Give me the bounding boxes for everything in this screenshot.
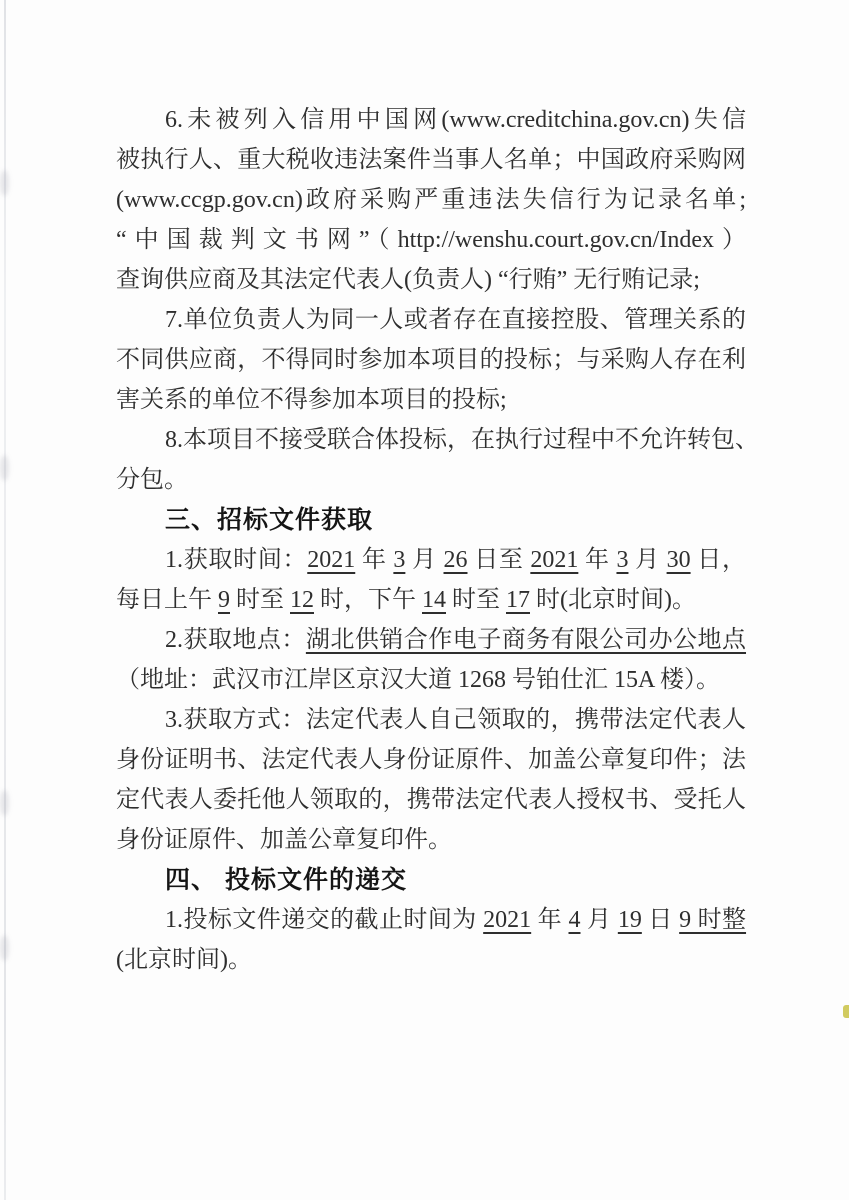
text-line bbox=[116, 380, 746, 420]
text-segment: 年 bbox=[578, 547, 617, 573]
text-segment: 查询供应商及其法定代表人(负责人) “行贿” 无行贿记录; bbox=[116, 267, 700, 293]
underlined-text: 26 bbox=[443, 547, 468, 573]
text-segment: 年 bbox=[355, 547, 394, 573]
text-segment: 2.获取地点： bbox=[165, 627, 306, 653]
scan-smudge bbox=[0, 790, 9, 816]
text-line bbox=[116, 740, 746, 780]
text-segment: 月 bbox=[405, 547, 444, 573]
text-segment: 被执行人、重大税收违法案件当事人名单；中国政府采购网 bbox=[116, 147, 746, 173]
scan-smudge bbox=[0, 455, 9, 481]
text-line bbox=[116, 540, 746, 580]
document-body bbox=[116, 100, 759, 980]
text-line bbox=[116, 900, 746, 940]
underlined-text: 19 bbox=[617, 907, 642, 933]
text-segment: 月 bbox=[580, 907, 618, 933]
text-segment: 三、招标文件获取 bbox=[165, 506, 374, 534]
text-segment: 日至 bbox=[467, 547, 531, 573]
underlined-text: 30 bbox=[666, 547, 691, 573]
scan-speck bbox=[843, 1005, 849, 1018]
text-segment: 定代表人委托他人领取的，携带法定代表人授权书、受托人 bbox=[116, 787, 746, 813]
text-segment: 日， bbox=[690, 547, 747, 573]
underlined-text: 12 bbox=[290, 587, 314, 613]
text-segment: “中国裁判文书网”（http://wenshu.court.gov.cn/Index） bbox=[116, 227, 746, 253]
text-segment: 时至 bbox=[446, 587, 506, 613]
text-line bbox=[116, 220, 746, 260]
text-segment: 分包。 bbox=[116, 467, 188, 493]
text-segment: 时至 bbox=[230, 587, 290, 613]
text-line bbox=[116, 300, 746, 340]
text-segment: 日 bbox=[641, 907, 680, 933]
text-segment: 7.单位负责人为同一人或者存在直接控股、管理关系的 bbox=[165, 307, 746, 333]
underlined-text: 4 bbox=[568, 907, 581, 933]
underlined-text: 9 bbox=[218, 587, 230, 613]
text-segment: 1.投标文件递交的截止时间为 bbox=[165, 907, 484, 933]
section-heading bbox=[116, 860, 746, 900]
scan-smudge bbox=[0, 935, 9, 961]
text-line bbox=[116, 460, 746, 500]
underlined-text: 湖北供销合作电子商务有限公司办公地点 bbox=[305, 627, 747, 653]
text-segment: 每日上午 bbox=[116, 587, 218, 613]
text-segment: 身份证原件、加盖公章复印件。 bbox=[116, 827, 452, 853]
underlined-text: 14 bbox=[422, 587, 446, 613]
text-segment: 时，下午 bbox=[314, 587, 422, 613]
text-line bbox=[116, 260, 746, 300]
text-line bbox=[116, 340, 746, 380]
underlined-text: 2021 bbox=[483, 907, 532, 933]
text-line bbox=[116, 660, 746, 700]
text-line bbox=[116, 820, 746, 860]
section-heading bbox=[116, 500, 746, 540]
scan-smudge bbox=[0, 170, 9, 196]
text-segment: 6.未被列入信用中国网(www.creditchina.gov.cn)失信 bbox=[165, 107, 746, 133]
underlined-text: 3 bbox=[616, 547, 629, 573]
underlined-text: 2021 bbox=[530, 547, 579, 573]
text-segment: 时(北京时间)。 bbox=[530, 587, 696, 613]
text-line bbox=[116, 180, 746, 220]
text-line bbox=[116, 100, 746, 140]
text-segment: 不同供应商，不得同时参加本项目的投标；与采购人存在利 bbox=[116, 347, 746, 373]
text-line bbox=[116, 780, 746, 820]
text-segment: 害关系的单位不得参加本项目的投标; bbox=[116, 387, 507, 413]
text-segment: 3.获取方式：法定代表人自己领取的，携带法定代表人 bbox=[165, 707, 746, 733]
text-segment: 8.本项目不接受联合体投标，在执行过程中不允许转包、 bbox=[165, 427, 759, 453]
text-segment: 四、 投标文件的递交 bbox=[165, 866, 407, 894]
text-segment: (www.ccgp.gov.cn)政府采购严重违法失信行为记录名单; bbox=[116, 187, 746, 213]
underlined-text: 2021 bbox=[307, 547, 356, 573]
text-segment: 1.获取时间： bbox=[165, 547, 308, 573]
text-line bbox=[116, 620, 746, 660]
text-segment: 月 bbox=[628, 547, 667, 573]
text-line bbox=[116, 940, 746, 980]
text-line bbox=[116, 700, 746, 740]
text-segment: 年 bbox=[531, 907, 569, 933]
text-line bbox=[116, 420, 759, 460]
text-segment: 身份证明书、法定代表人身份证原件、加盖公章复印件；法 bbox=[116, 747, 746, 773]
underlined-text: 17 bbox=[506, 587, 530, 613]
text-segment: （地址：武汉市江岸区京汉大道 1268 号铂仕汇 15A 楼）。 bbox=[116, 667, 721, 693]
underlined-text: 9 时整 bbox=[679, 907, 747, 933]
text-segment: (北京时间)。 bbox=[116, 947, 252, 973]
underlined-text: 3 bbox=[393, 547, 406, 573]
text-line bbox=[116, 140, 746, 180]
text-line bbox=[116, 580, 746, 620]
